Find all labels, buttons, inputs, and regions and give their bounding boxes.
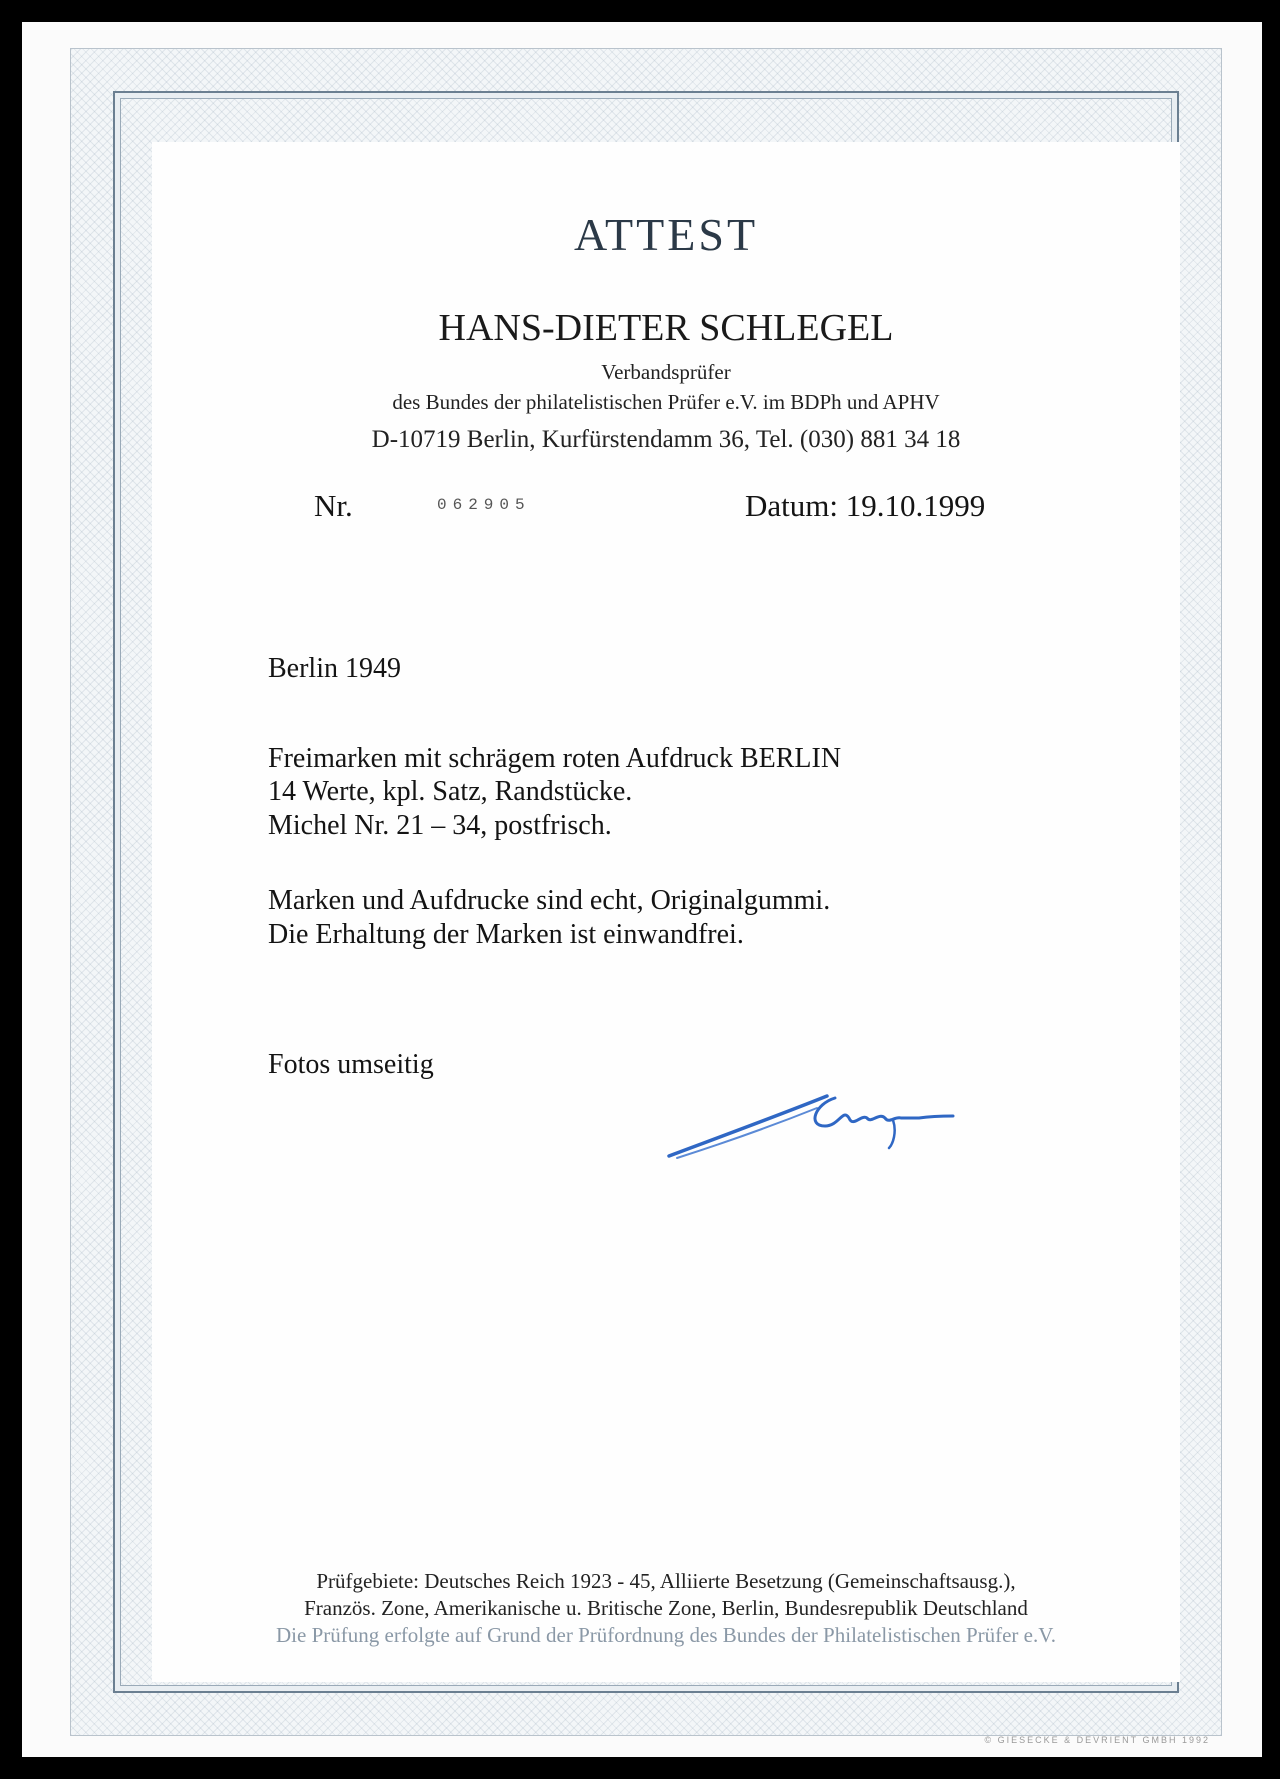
footer-examination-rules: Die Prüfung erfolgte auf Grund der Prüfordnung des Bundes der Philatelistischen Prüfer e.V. <box>276 1623 1056 1647</box>
certificate-content <box>152 142 1180 1682</box>
footer-expertise-areas-continued: Französ. Zone, Amerikanische u. Britische Zone, Berlin, Bundesrepublik Deutschland <box>304 1596 1028 1620</box>
certificate-number-label: Nr. <box>314 488 353 523</box>
examiner-address: D-10719 Berlin, Kurfürstendamm 36, Tel. (030) 881 34 18 <box>371 426 961 453</box>
footer-expertise-areas: Prüfgebiete: Deutsches Reich 1923 - 45, Alliierte Besetzung (Gemeinschaftsausg.), <box>316 1569 1016 1593</box>
examiner-name: HANS-DIETER SCHLEGEL <box>438 307 894 349</box>
certificate-number: 062905 <box>437 496 531 514</box>
document-title: ATTEST <box>573 209 759 260</box>
issue-set-info: 14 Werte, kpl. Satz, Randstücke. <box>268 776 633 807</box>
printer-imprint: © GIESECKE & DEVRIENT GMBH 1992 <box>984 1735 1210 1745</box>
certificate-sheet <box>22 22 1262 1757</box>
examiner-association: des Bundes der philatelistischen Prüfer e.V. im BDPh und APHV <box>392 390 940 414</box>
certificate-date: Datum: 19.10.1999 <box>745 488 986 523</box>
signature <box>657 1068 957 1188</box>
authenticity-statement: Marken und Aufdrucke sind echt, Originalgummi. <box>268 885 831 916</box>
issue-title: Berlin 1949 <box>268 653 401 684</box>
examiner-role: Verbandsprüfer <box>601 360 731 384</box>
issue-catalog-number: Michel Nr. 21 – 34, postfrisch. <box>268 810 612 841</box>
condition-statement: Die Erhaltung der Marken ist einwandfrei. <box>268 919 744 950</box>
photos-note: Fotos umseitig <box>268 1049 434 1080</box>
issue-description: Freimarken mit schrägem roten Aufdruck BERLIN <box>268 743 842 774</box>
